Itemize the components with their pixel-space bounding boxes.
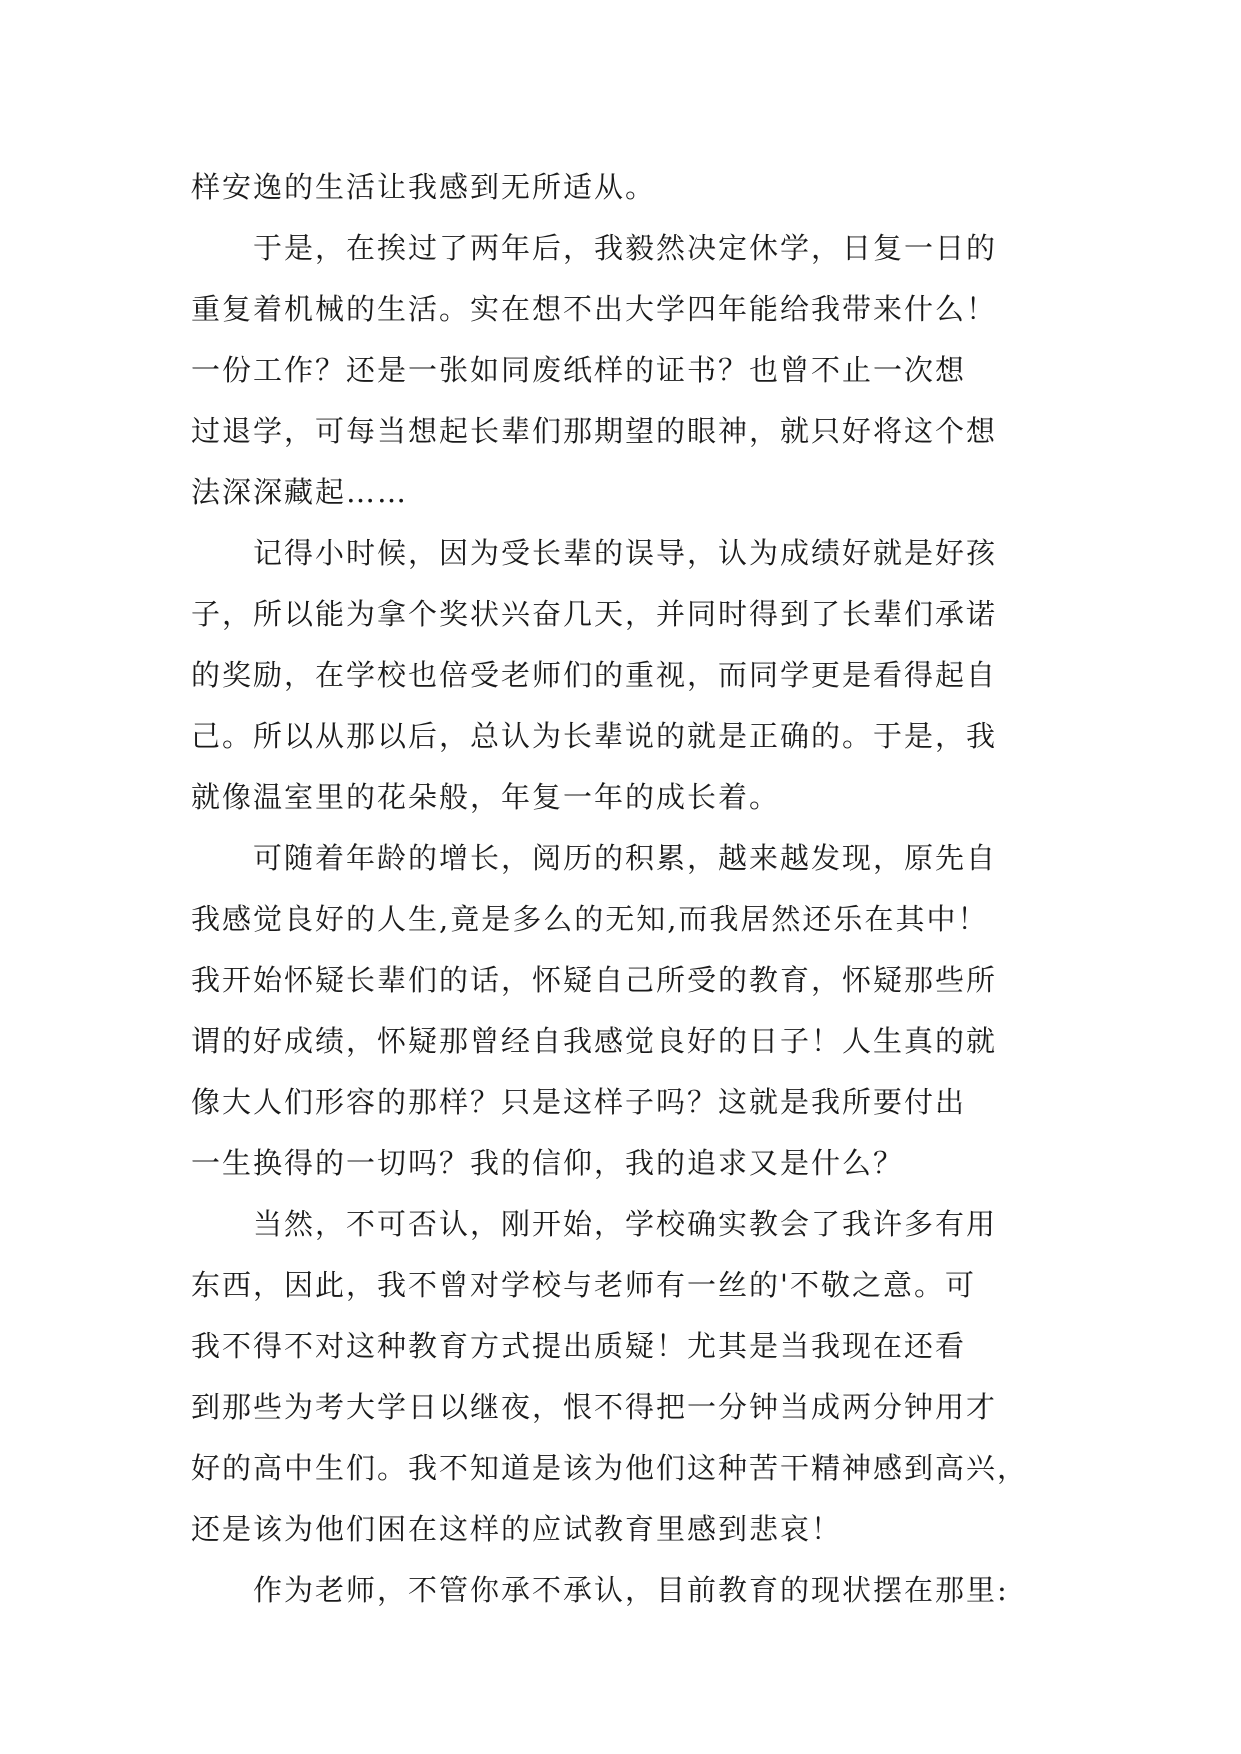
text-line: 作为老师，不管你承不承认，目前教育的现状摆在那里: [253,1573,1009,1607]
text-line: 就像温室里的花朵般，年复一年的成长着。 [191,780,781,814]
text-line: 样安逸的生活让我感到无所适从。 [191,170,657,204]
text-line: 记得小时候，因为受长辈的误导，认为成绩好就是好孩 [253,536,998,570]
text-line: 东西，因此，我不曾对学校与老师有一丝的'不敬之意。可 [191,1268,976,1302]
text-line: 还是该为他们困在这样的应试教育里感到悲哀！ [191,1512,843,1546]
text-line: 法深深藏起…… [191,475,409,509]
text-line: 于是，在挨过了两年后，我毅然决定休学，日复一日的 [253,231,998,265]
text-line: 重复着机械的生活。实在想不出大学四年能给我带来什么！ [191,292,998,326]
text-line: 一生换得的一切吗？我的信仰，我的追求又是什么？ [191,1146,905,1180]
text-line: 一份工作？还是一张如同废纸样的证书？也曾不止一次想 [191,353,967,387]
text-line: 到那些为考大学日以继夜，恨不得把一分钟当成两分钟用才 [191,1390,998,1424]
text-line: 过退学，可每当想起长辈们那期望的眼神，就只好将这个想 [191,414,998,448]
text-line: 我开始怀疑长辈们的话，怀疑自己所受的教育，怀疑那些所 [191,963,998,997]
text-line: 可随着年龄的增长，阅历的积累，越来越发现，原先自 [253,841,998,875]
text-line: 像大人们形容的那样？只是这样子吗？这就是我所要付出 [191,1085,967,1119]
body-text [191,157,1051,1621]
text-line: 好的高中生们。我不知道是该为他们这种苦干精神感到高兴， [191,1451,1029,1485]
text-line: 当然，不可否认，刚开始，学校确实教会了我许多有用 [253,1207,998,1241]
text-line: 的奖励，在学校也倍受老师们的重视，而同学更是看得起自 [191,658,998,692]
text-line: 谓的好成绩，怀疑那曾经自我感觉良好的日子！人生真的就 [191,1024,998,1058]
text-line: 己。所以从那以后，总认为长辈说的就是正确的。于是，我 [191,719,998,753]
text-line: 我不得不对这种教育方式提出质疑！尤其是当我现在还看 [191,1329,967,1363]
text-line: 子，所以能为拿个奖状兴奋几天，并同时得到了长辈们承诺 [191,597,998,631]
text-line: 我感觉良好的人生,竟是多么的无知,而我居然还乐在其中！ [191,902,989,936]
